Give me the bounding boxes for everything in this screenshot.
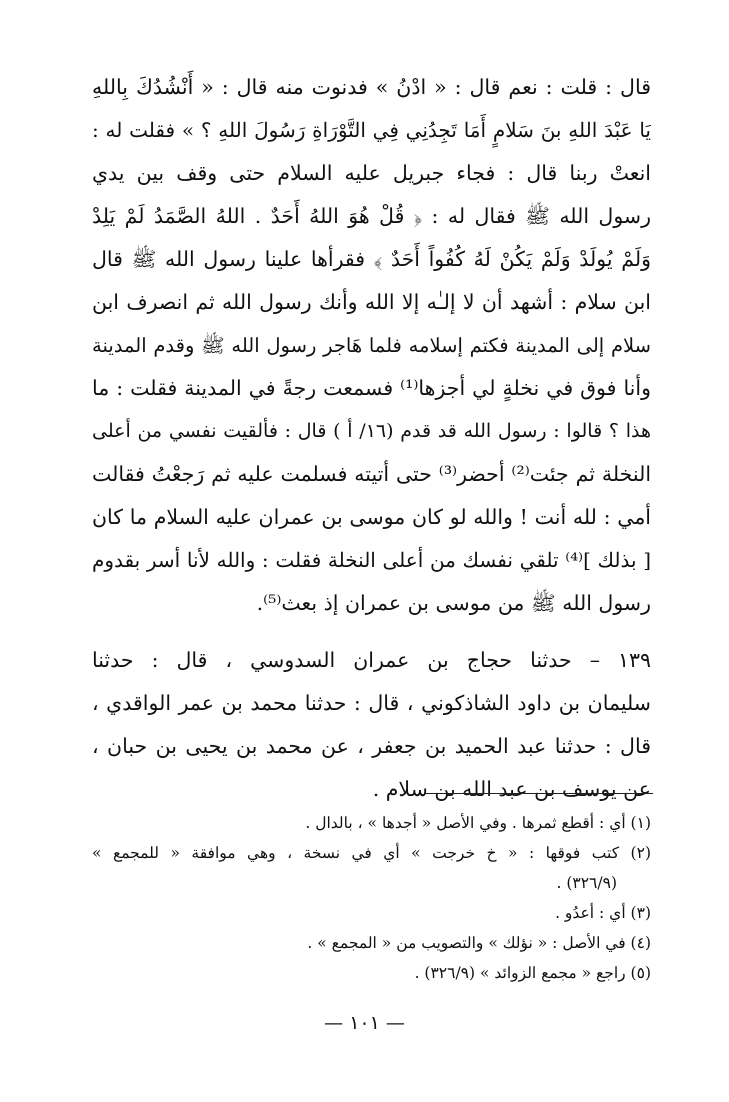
text-line: هذا ؟ قالوا : رسول الله قد قدم (١٦/ أ ) قال : فألقيت نفسي من أعلى	[92, 420, 651, 442]
footnote: (٣) أي : أعدُو .	[555, 904, 651, 922]
text-line: سلام إلى المدينة فكتم إسلامه فلما هَاجر رسول الله ﷺ وقدم المدينة	[92, 334, 651, 357]
text-line: وأنا فوق في نخلةٍ لي أجزها⁽¹⁾ فسمعت رجةً في المدينة فقلت : ما	[92, 376, 651, 400]
footnote: (٥) راجع « مجمع الزوائد » (٣٢٦/٩) .	[414, 964, 651, 982]
text-line: أمي : لله أنت ! والله لو كان موسى بن عمران عليه السلام ما كان	[92, 505, 651, 529]
hadith-line: ١٣٩ – حدثنا حجاج بن عمران السدوسي ، قال : حدثنا	[92, 648, 651, 672]
footnotes	[92, 808, 651, 988]
text-line: يَا عَبْدَ اللهِ بنَ سَلامٍ أَمَا تَجِدُنِي فِي التَّوْرَاةِ رَسُولَ اللهِ ؟ » فقلت له :	[92, 118, 651, 142]
hadith-line: سليمان بن داود الشاذكوني ، قال : حدثنا محمد بن عمر الواقدي ،	[92, 691, 651, 715]
hadith-line: عن يوسف بن عبد الله بن سلام .	[372, 777, 651, 801]
text-line: [ بذلك ]⁽⁴⁾ تلقي نفسك من أعلى النخلة فقلت : والله لأنا أسر بقدوم	[92, 548, 651, 572]
text-line: وَلَمْ يُولَدْ وَلَمْ يَكُنْ لَهُ كُفُواً أَحَدٌ ﴾ فقرأها علينا رسول الله ﷺ قال	[92, 247, 651, 271]
footnote: (٤) في الأصل : « نؤلك » والتصويب من « المجمع » .	[307, 934, 651, 952]
footnote: (٢) كتب فوقها : « خ خرجت » أي في نسخة ، وهي موافقة « للمجمع »	[92, 844, 651, 862]
text-line: انعتْ ربنا قال : فجاء جبريل عليه السلام حتى وقف بين يدي	[92, 161, 651, 185]
text-line: قال : قلت : نعم قال : « ادْنُ » فدنوت منه قال : « أَنْشُدُكَ بِاللهِ	[92, 75, 651, 99]
footnote-continuation: (٣٢٦/٩) .	[556, 874, 617, 892]
page-number: — ١٠١ —	[324, 1012, 405, 1034]
text-line: رسول الله ﷺ من موسى بن عمران إذ بعث⁽⁵⁾.	[256, 591, 651, 615]
paragraph-gap	[92, 625, 651, 639]
text-line: رسول الله ﷺ فقال له : ﴿ قُلْ هُوَ اللهُ أَحَدٌ . اللهُ الصَّمَدُ لَمْ يَلِدْ	[92, 204, 651, 228]
hadith-line: قال : حدثنا عبد الحميد بن جعفر ، عن محمد بن يحيى بن حبان ،	[92, 734, 651, 758]
text-line: ابن سلام : أشهد أن لا إلـٰه إلا الله وأنك رسول الله ثم انصرف ابن	[92, 290, 651, 314]
footnote: (١) أي : أقطع ثمرها . وفي الأصل « أجدها » ، بالدال .	[305, 814, 651, 832]
main-text	[92, 66, 651, 811]
footnote-separator	[425, 793, 653, 794]
text-line: النخلة ثم جئت⁽²⁾ أحضر⁽³⁾ حتى أتيته فسلمت عليه ثم رَجعْتُ فقالت	[92, 462, 651, 486]
